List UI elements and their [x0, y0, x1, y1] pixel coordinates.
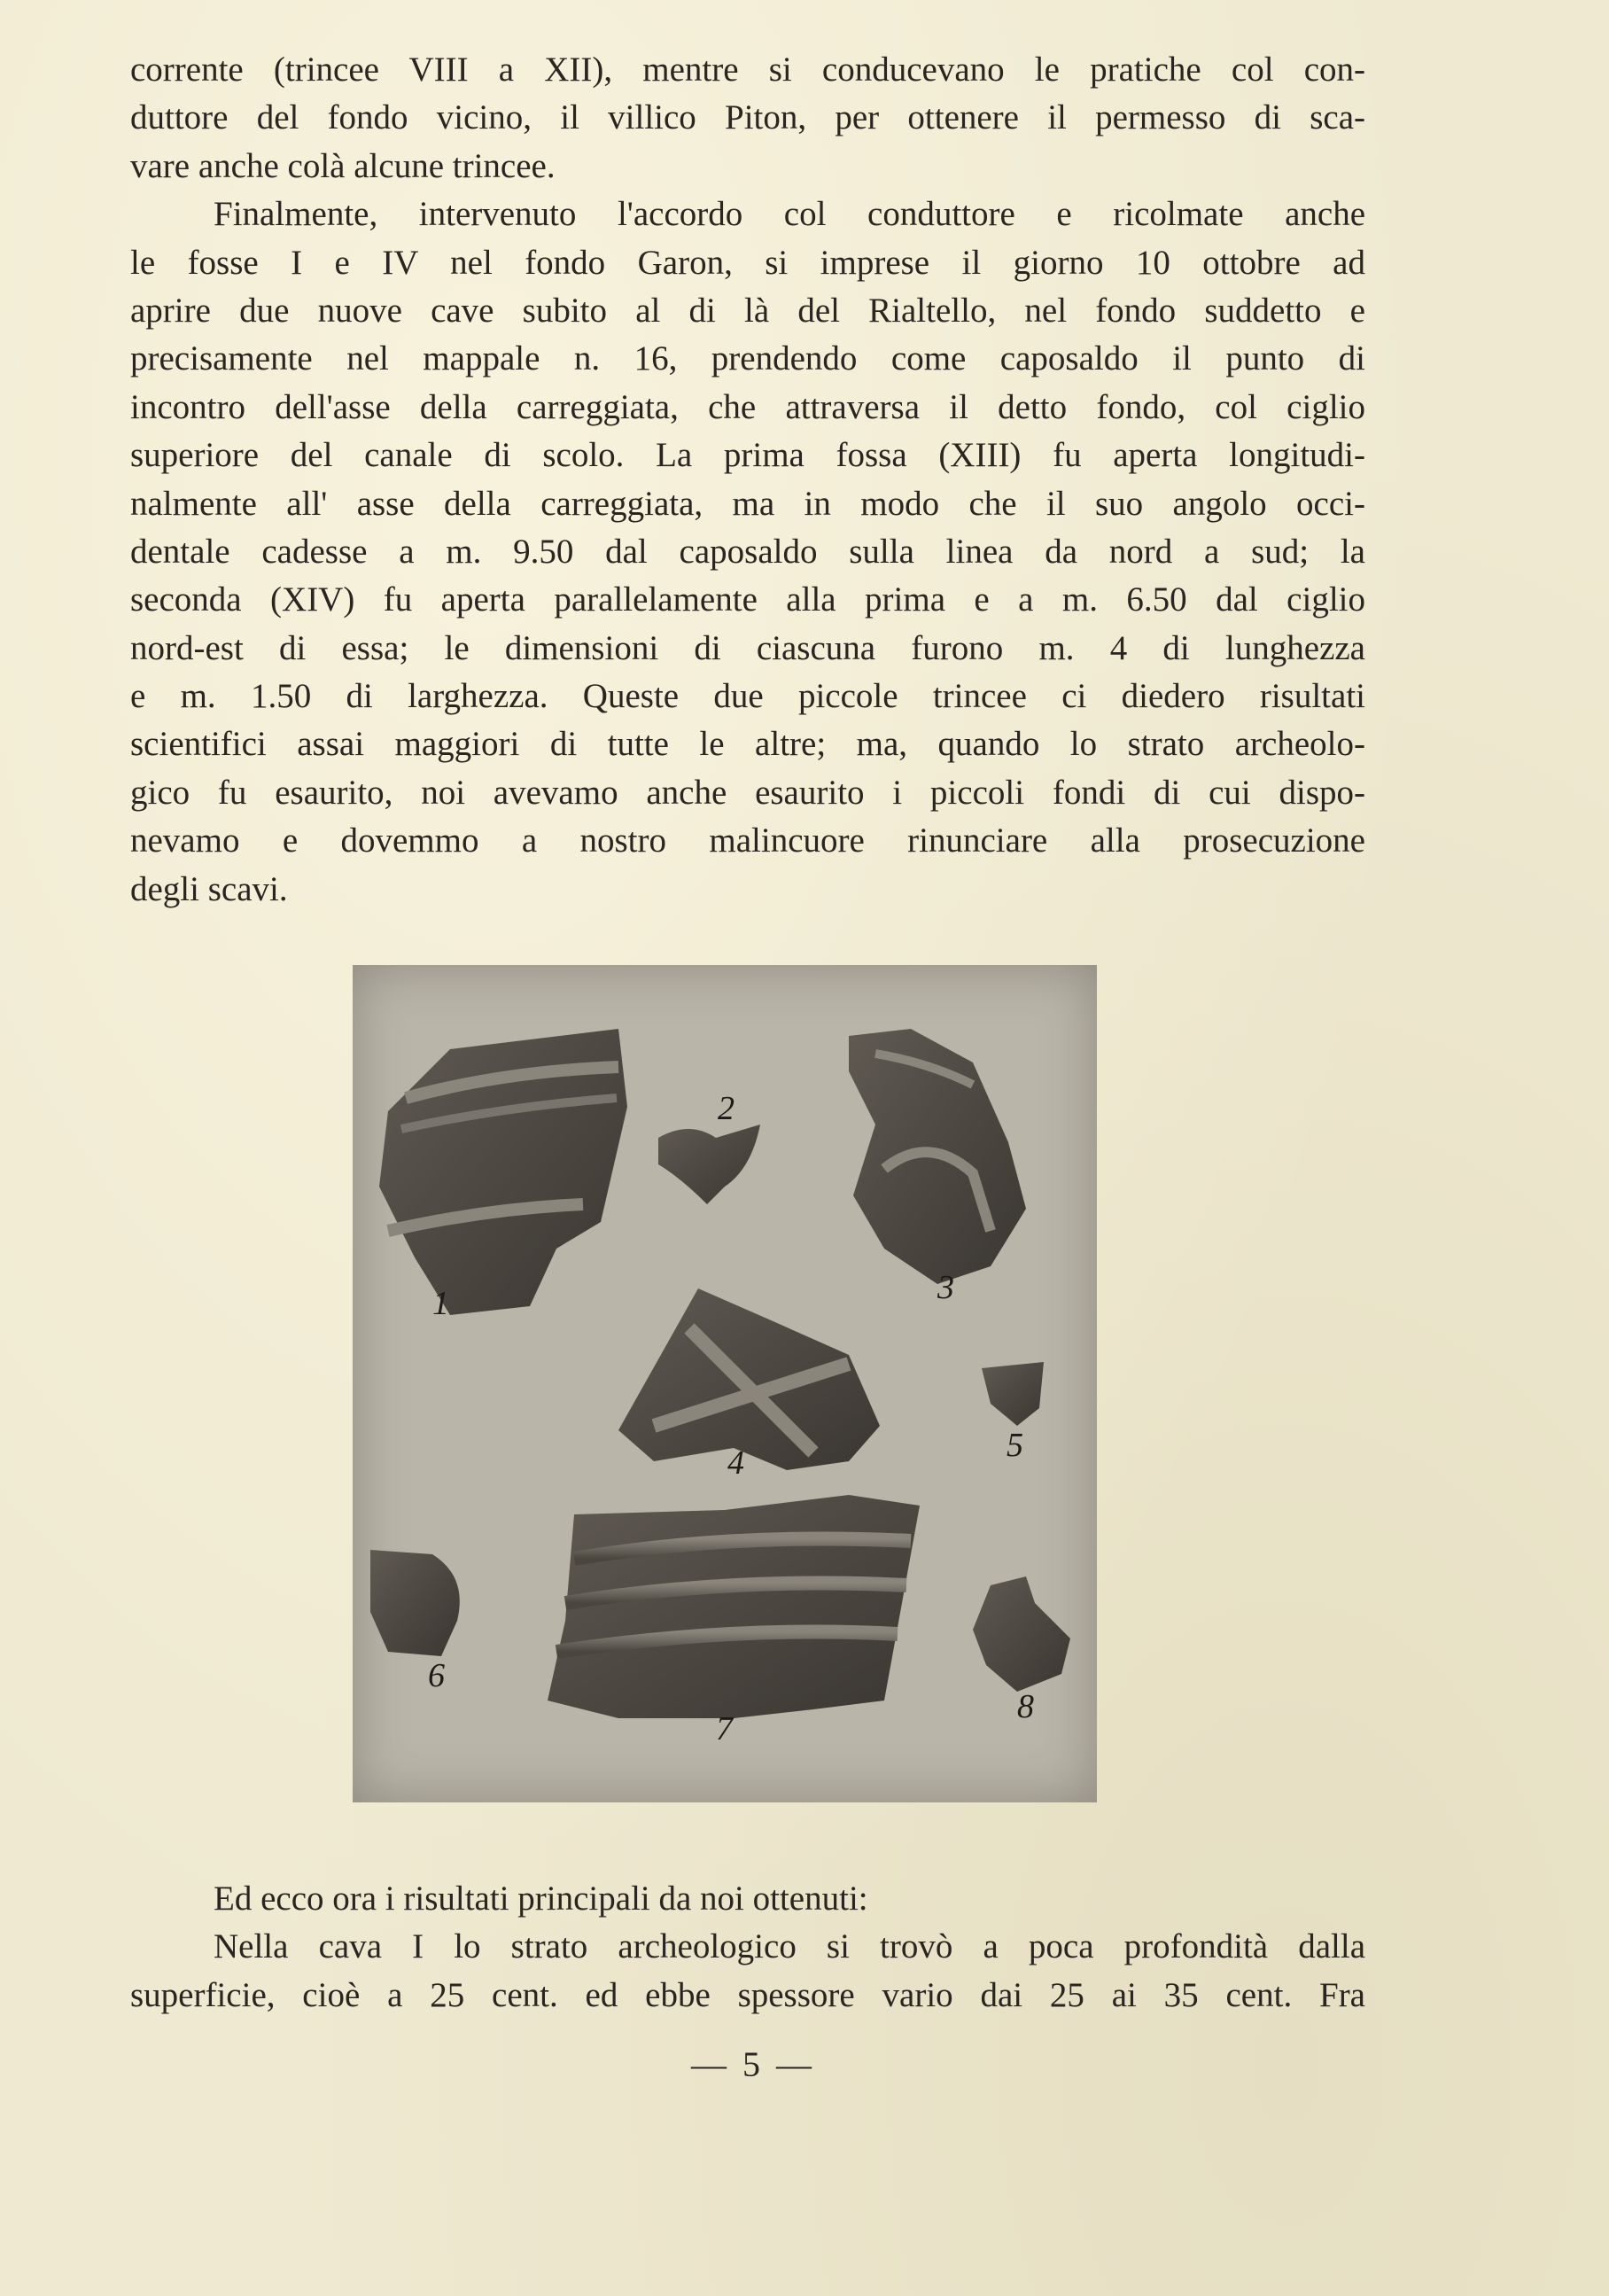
sherd-4	[618, 1288, 880, 1470]
text-line: incontro dell'asse della carreggiata, che attraversa il detto fondo, col ciglio	[130, 387, 1365, 426]
text-line: scientifici assai maggiori di tutte le altre; ma, quando lo strato archeolo-	[130, 725, 1365, 764]
paragraph-top	[130, 46, 1365, 914]
text-line: seconda (XIV) fu aperta parallelamente alla prima e a m. 6.50 dal ciglio	[130, 580, 1365, 619]
text-line: Finalmente, intervenuto l'accordo col conduttore e ricolmate anche	[214, 195, 1365, 234]
text-line: Ed ecco ora i risultati principali da noi ottenuti:	[214, 1880, 868, 1918]
sherd-label: 8	[1017, 1688, 1034, 1725]
text-line: duttore del fondo vicino, il villico Piton, per ottenere il permesso di sca-	[130, 98, 1365, 137]
sherd-1	[379, 1029, 627, 1315]
text-line: vare anche colà alcune trincee.	[130, 146, 556, 185]
sherd-label: 6	[428, 1657, 445, 1694]
sherd-8	[973, 1576, 1070, 1692]
text-line: superficie, cioè a 25 cent. ed ebbe spessore vario dai 25 ai 35 cent. Fra	[130, 1975, 1365, 2014]
sherd-label: 4	[727, 1444, 744, 1482]
pottery-fragments-photo	[353, 965, 1097, 1802]
text-line: precisamente nel mappale n. 16, prendendo come caposaldo il punto di	[130, 339, 1365, 378]
sherd-3	[849, 1029, 1026, 1284]
text-line: superiore del canale di scolo. La prima fossa (XIII) fu aperta longitudi-	[130, 436, 1365, 475]
sherd-7	[548, 1495, 920, 1718]
text-line: gico fu esaurito, noi avevamo anche esaurito i piccoli fondi di cui dispo-	[130, 773, 1365, 812]
page-number: — 5 —	[691, 2044, 815, 2084]
sherd-label: 3	[937, 1269, 954, 1306]
sherd-label: 5	[1007, 1427, 1023, 1464]
text-line: Nella cava I lo strato archeologico si trovò a poca profondità dalla	[214, 1927, 1365, 1966]
text-line: nevamo e dovemmo a nostro malincuore rinunciare alla prosecuzione	[130, 821, 1365, 860]
text-line: e m. 1.50 di larghezza. Queste due piccole trincee ci diedero risultati	[130, 677, 1365, 716]
text-line: aprire due nuove cave subito al di là del Rialtello, nel fondo suddetto e	[130, 291, 1365, 330]
text-line: nalmente all' asse della carreggiata, ma in modo che il suo angolo occi-	[130, 484, 1365, 523]
text-line: nord-est di essa; le dimensioni di ciascuna furono m. 4 di lunghezza	[130, 628, 1365, 667]
sherd-label: 2	[718, 1090, 735, 1127]
text-line: corrente (trincee VIII a XII), mentre si conducevano le pratiche col con-	[130, 51, 1365, 89]
sherd-5	[982, 1362, 1044, 1426]
text-line: degli scavi.	[130, 869, 288, 908]
sherd-label: 1	[432, 1285, 449, 1322]
text-line: le fosse I e IV nel fondo Garon, si imprese il giorno 10 ottobre ad	[130, 243, 1365, 282]
text-line: dentale cadesse a m. 9.50 dal caposaldo sulla linea da nord a sud; la	[130, 532, 1365, 571]
sherd-6	[370, 1550, 460, 1656]
sherd-2	[658, 1125, 760, 1204]
sherd-label: 7	[716, 1710, 733, 1747]
paragraph-bottom	[130, 1875, 1365, 2020]
